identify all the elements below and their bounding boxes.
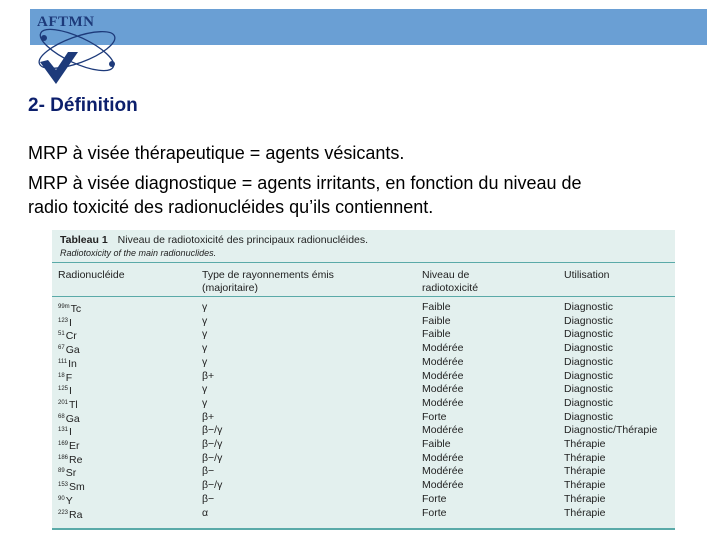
cell-emission: γ (202, 396, 208, 409)
cell-use: Diagnostic (564, 314, 614, 327)
cell-use: Diagnostic (564, 301, 614, 313)
element-symbol: I (69, 426, 72, 439)
element-symbol: Y (65, 494, 73, 507)
cell-level: Faible (422, 328, 451, 341)
cell-radionuclide (58, 452, 82, 466)
cell-use: Thérapie (564, 438, 606, 450)
cell-level: Forte (422, 492, 447, 505)
mass-number: 131 (58, 427, 69, 434)
element-symbol: I (69, 385, 72, 398)
table-divider (52, 262, 675, 263)
cell-emission: β−/γ (202, 438, 223, 450)
cell-emission: α (202, 506, 209, 519)
header-use: Utilisation (564, 269, 610, 281)
header-level-line-1: Niveau de (422, 269, 470, 281)
cell-use: Diagnostic (564, 383, 614, 396)
cell-level: Modérée (422, 424, 464, 437)
element-symbol: Ga (65, 412, 80, 425)
logo-text: AFTMN (37, 14, 95, 30)
cell-radionuclide (58, 507, 82, 521)
element-symbol: F (65, 371, 73, 384)
mass-number: 68 (58, 413, 65, 420)
cell-emission: β− (202, 465, 215, 478)
table-caption-label: Tableau 1 (60, 234, 108, 246)
cell-level: Modérée (422, 465, 464, 478)
cell-use: Diagnostic (564, 369, 614, 382)
cell-use: Thérapie (564, 465, 606, 478)
cell-radionuclide (58, 493, 73, 507)
mass-number: 153 (58, 482, 69, 489)
element-symbol: I (69, 316, 72, 329)
mass-number: 67 (58, 345, 65, 352)
cell-level: Forte (422, 506, 447, 519)
cell-use: Diagnostic (564, 410, 614, 423)
header-radionuclide: Radionucléide (58, 269, 125, 281)
cell-radionuclide (58, 328, 77, 342)
cell-emission: β+ (202, 369, 215, 382)
cell-use: Diagnostic (564, 342, 614, 355)
section-heading: 2- Définition (28, 95, 138, 116)
table-caption-english: Radiotoxicity of the main radionuclides. (60, 248, 217, 258)
cell-level: Faible (422, 438, 451, 450)
element-symbol: In (68, 357, 77, 370)
cell-radionuclide (58, 356, 77, 370)
cell-radionuclide (58, 370, 72, 384)
table-caption (60, 234, 368, 246)
header-bar (30, 9, 707, 45)
cell-level: Modérée (422, 479, 464, 492)
mass-number: 90 (58, 495, 65, 502)
mass-number: 99m (58, 304, 70, 310)
element-symbol: Ra (69, 508, 83, 521)
cell-emission: γ (202, 314, 208, 327)
mass-number: 51 (58, 331, 65, 338)
cell-level: Modérée (422, 383, 464, 396)
mass-number: 123 (58, 317, 69, 324)
mass-number: 89 (58, 468, 65, 475)
cell-emission: γ (202, 355, 208, 368)
cell-use: Thérapie (564, 506, 606, 519)
cell-emission: γ (202, 328, 208, 341)
header-emission-line-2: (majoritaire) (202, 282, 259, 294)
cell-radionuclide (58, 479, 85, 493)
paragraph-line-3: radio toxicité des radionucléides qu’ils contiennent. (28, 197, 434, 217)
header-emission-line-1: Type de rayonnements émis (202, 269, 334, 281)
cell-emission: γ (202, 301, 208, 313)
mass-number: 169 (58, 441, 69, 447)
element-symbol: Sm (69, 481, 85, 494)
header-emission (202, 269, 334, 295)
cell-emission: β−/γ (202, 479, 223, 492)
cell-radionuclide (58, 397, 78, 411)
header-level-line-2: radiotoxicité (422, 282, 479, 294)
cell-use: Diagnostic (564, 328, 614, 341)
paragraph-line-1: MRP à visée thérapeutique = agents vésicants. (28, 143, 405, 163)
cell-level: Modérée (422, 342, 464, 355)
element-symbol: Tc (70, 303, 82, 315)
header-divider (52, 296, 675, 297)
cell-radionuclide (58, 465, 76, 479)
element-symbol: Ga (65, 344, 80, 357)
cell-level: Faible (422, 301, 451, 313)
cell-level: Modérée (422, 396, 464, 409)
cell-emission: β+ (202, 410, 215, 423)
cell-radionuclide (58, 424, 72, 438)
mass-number: 186 (58, 454, 69, 461)
radiotoxicity-table (52, 230, 675, 530)
cell-level: Modérée (422, 355, 464, 368)
cell-level: Forte (422, 410, 447, 423)
mass-number: 111 (58, 358, 68, 365)
cell-use: Diagnostic/Thérapie (564, 424, 658, 437)
element-symbol: Re (69, 453, 83, 466)
cell-emission: γ (202, 383, 208, 396)
mass-number: 18 (58, 372, 65, 379)
cell-use: Thérapie (564, 451, 606, 464)
cell-radionuclide (58, 342, 80, 356)
cell-level: Modérée (422, 451, 464, 464)
header-level (422, 269, 478, 295)
element-symbol: Tl (69, 398, 78, 411)
table-caption-title: Niveau de radiotoxicité des principaux radionucléides. (117, 234, 369, 246)
cell-use: Thérapie (564, 479, 606, 492)
cell-emission: β− (202, 492, 215, 505)
cell-use: Thérapie (564, 492, 606, 505)
cell-level: Modérée (422, 369, 464, 382)
cell-radionuclide (58, 383, 72, 397)
element-symbol: Sr (65, 467, 77, 480)
cell-use: Diagnostic (564, 355, 614, 368)
paragraph-line-2: MRP à visée diagnostique = agents irritants, en fonction du niveau de (28, 173, 582, 193)
cell-emission: γ (202, 342, 208, 355)
cell-use: Diagnostic (564, 396, 614, 409)
cell-emission: β−/γ (202, 451, 223, 464)
element-symbol: Er (69, 440, 80, 452)
mass-number: 223 (58, 509, 69, 516)
cell-emission: β−/γ (202, 424, 223, 437)
cell-radionuclide (58, 438, 80, 452)
cell-radionuclide (58, 301, 81, 315)
mass-number: 125 (58, 386, 69, 393)
cell-radionuclide (58, 411, 80, 425)
cell-radionuclide (58, 315, 72, 329)
cell-level: Faible (422, 314, 451, 327)
element-symbol: Cr (65, 330, 77, 343)
mass-number: 201 (58, 399, 69, 406)
